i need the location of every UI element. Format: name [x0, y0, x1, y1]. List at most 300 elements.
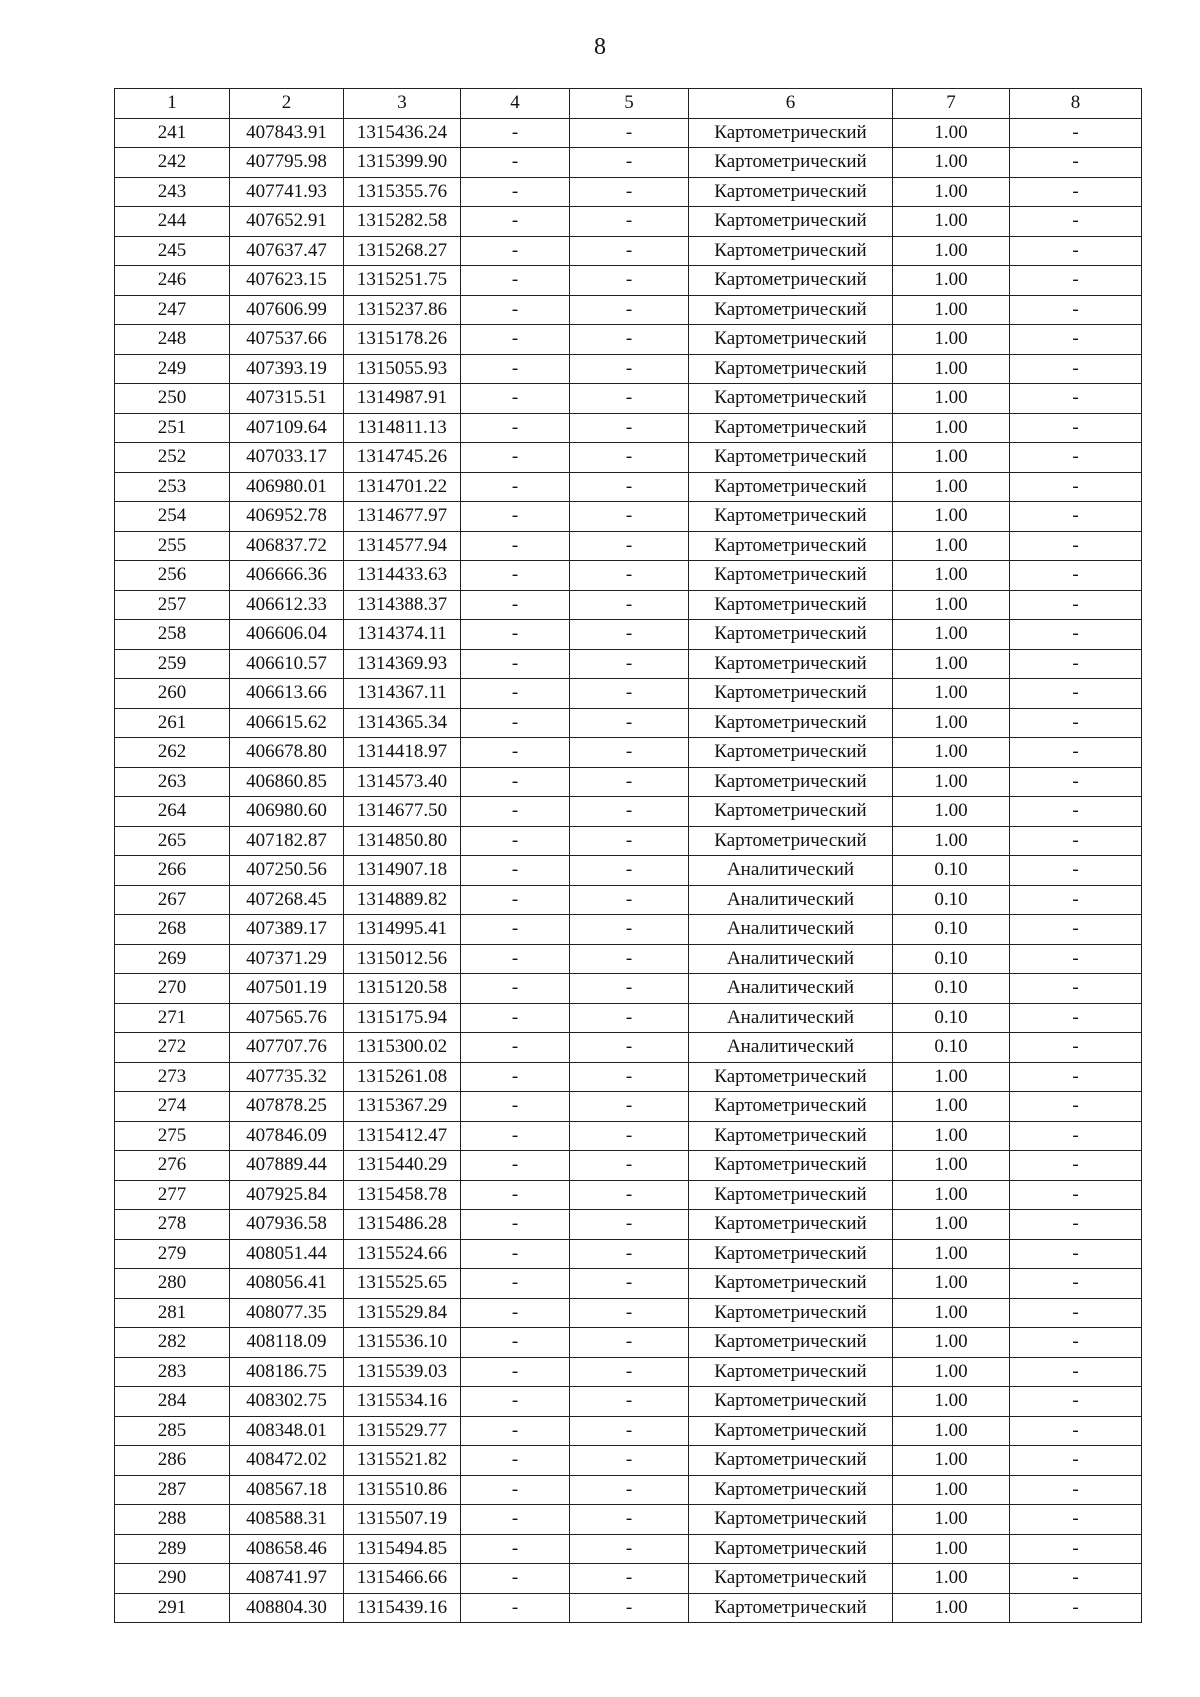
y-coordinate-cell: 1315529.77: [344, 1416, 461, 1446]
column-header: 6: [689, 89, 893, 119]
method-cell: Картометрический: [689, 1564, 893, 1594]
col5-cell: -: [570, 531, 689, 561]
accuracy-cell: 0.10: [893, 915, 1010, 945]
y-coordinate-cell: 1314374.11: [344, 620, 461, 650]
x-coordinate-cell: 407623.15: [230, 266, 344, 296]
col4-cell: -: [461, 354, 570, 384]
x-coordinate-cell: 408056.41: [230, 1269, 344, 1299]
method-cell: Картометрический: [689, 620, 893, 650]
col4-cell: -: [461, 708, 570, 738]
point-number-cell: 250: [115, 384, 230, 414]
y-coordinate-cell: 1315534.16: [344, 1387, 461, 1417]
col8-cell: -: [1010, 944, 1142, 974]
col5-cell: -: [570, 1239, 689, 1269]
col4-cell: -: [461, 118, 570, 148]
point-number-cell: 255: [115, 531, 230, 561]
col4-cell: -: [461, 1180, 570, 1210]
method-cell: Картометрический: [689, 1534, 893, 1564]
y-coordinate-cell: 1314745.26: [344, 443, 461, 473]
point-number-cell: 269: [115, 944, 230, 974]
table-row: [115, 561, 1142, 591]
col4-cell: -: [461, 649, 570, 679]
col4-cell: -: [461, 1239, 570, 1269]
col5-cell: -: [570, 708, 689, 738]
accuracy-cell: 0.10: [893, 1033, 1010, 1063]
method-cell: Картометрический: [689, 1475, 893, 1505]
point-number-cell: 242: [115, 148, 230, 178]
table-row: [115, 531, 1142, 561]
point-number-cell: 278: [115, 1210, 230, 1240]
col5-cell: -: [570, 738, 689, 768]
accuracy-cell: 1.00: [893, 325, 1010, 355]
x-coordinate-cell: 407843.91: [230, 118, 344, 148]
accuracy-cell: 1.00: [893, 148, 1010, 178]
col5-cell: -: [570, 236, 689, 266]
col5-cell: -: [570, 1416, 689, 1446]
col5-cell: -: [570, 1298, 689, 1328]
point-number-cell: 289: [115, 1534, 230, 1564]
method-cell: Картометрический: [689, 1092, 893, 1122]
y-coordinate-cell: 1314367.11: [344, 679, 461, 709]
x-coordinate-cell: 407889.44: [230, 1151, 344, 1181]
x-coordinate-cell: 407501.19: [230, 974, 344, 1004]
col5-cell: -: [570, 502, 689, 532]
y-coordinate-cell: 1315507.19: [344, 1505, 461, 1535]
table-row: [115, 443, 1142, 473]
point-number-cell: 245: [115, 236, 230, 266]
method-cell: Картометрический: [689, 797, 893, 827]
col5-cell: -: [570, 207, 689, 237]
col8-cell: -: [1010, 1593, 1142, 1623]
method-cell: Картометрический: [689, 118, 893, 148]
table-body: [115, 118, 1142, 1623]
col4-cell: -: [461, 1357, 570, 1387]
accuracy-cell: 1.00: [893, 384, 1010, 414]
y-coordinate-cell: 1315261.08: [344, 1062, 461, 1092]
accuracy-cell: 1.00: [893, 118, 1010, 148]
col4-cell: -: [461, 1298, 570, 1328]
y-coordinate-cell: 1315510.86: [344, 1475, 461, 1505]
y-coordinate-cell: 1315012.56: [344, 944, 461, 974]
table-row: [115, 295, 1142, 325]
y-coordinate-cell: 1314811.13: [344, 413, 461, 443]
table-row: [115, 266, 1142, 296]
col8-cell: -: [1010, 708, 1142, 738]
point-number-cell: 243: [115, 177, 230, 207]
table-row: [115, 738, 1142, 768]
point-number-cell: 283: [115, 1357, 230, 1387]
y-coordinate-cell: 1314577.94: [344, 531, 461, 561]
accuracy-cell: 1.00: [893, 738, 1010, 768]
table-row: [115, 1239, 1142, 1269]
accuracy-cell: 1.00: [893, 649, 1010, 679]
accuracy-cell: 1.00: [893, 354, 1010, 384]
point-number-cell: 260: [115, 679, 230, 709]
accuracy-cell: 1.00: [893, 1062, 1010, 1092]
x-coordinate-cell: 406615.62: [230, 708, 344, 738]
x-coordinate-cell: 407795.98: [230, 148, 344, 178]
point-number-cell: 266: [115, 856, 230, 886]
point-number-cell: 261: [115, 708, 230, 738]
col8-cell: -: [1010, 590, 1142, 620]
point-number-cell: 253: [115, 472, 230, 502]
method-cell: Аналитический: [689, 944, 893, 974]
col5-cell: -: [570, 826, 689, 856]
col8-cell: -: [1010, 266, 1142, 296]
method-cell: Картометрический: [689, 708, 893, 738]
accuracy-cell: 0.10: [893, 1003, 1010, 1033]
point-number-cell: 290: [115, 1564, 230, 1594]
accuracy-cell: 1.00: [893, 797, 1010, 827]
y-coordinate-cell: 1315458.78: [344, 1180, 461, 1210]
x-coordinate-cell: 407371.29: [230, 944, 344, 974]
table-row: [115, 915, 1142, 945]
y-coordinate-cell: 1315494.85: [344, 1534, 461, 1564]
col4-cell: -: [461, 1505, 570, 1535]
col4-cell: -: [461, 797, 570, 827]
y-coordinate-cell: 1315251.75: [344, 266, 461, 296]
col4-cell: -: [461, 590, 570, 620]
col4-cell: -: [461, 207, 570, 237]
point-number-cell: 252: [115, 443, 230, 473]
method-cell: Картометрический: [689, 826, 893, 856]
col5-cell: -: [570, 118, 689, 148]
y-coordinate-cell: 1315536.10: [344, 1328, 461, 1358]
method-cell: Картометрический: [689, 1210, 893, 1240]
col5-cell: -: [570, 1505, 689, 1535]
method-cell: Картометрический: [689, 1269, 893, 1299]
col4-cell: -: [461, 502, 570, 532]
point-number-cell: 284: [115, 1387, 230, 1417]
y-coordinate-cell: 1314701.22: [344, 472, 461, 502]
col4-cell: -: [461, 1269, 570, 1299]
accuracy-cell: 1.00: [893, 295, 1010, 325]
col4-cell: -: [461, 236, 570, 266]
accuracy-cell: 1.00: [893, 413, 1010, 443]
y-coordinate-cell: 1315300.02: [344, 1033, 461, 1063]
col5-cell: -: [570, 1121, 689, 1151]
point-number-cell: 263: [115, 767, 230, 797]
col8-cell: -: [1010, 207, 1142, 237]
table-row: [115, 708, 1142, 738]
x-coordinate-cell: 407936.58: [230, 1210, 344, 1240]
col5-cell: -: [570, 590, 689, 620]
col4-cell: -: [461, 915, 570, 945]
accuracy-cell: 1.00: [893, 561, 1010, 591]
col8-cell: -: [1010, 826, 1142, 856]
header-row: [115, 89, 1142, 119]
col8-cell: -: [1010, 148, 1142, 178]
accuracy-cell: 1.00: [893, 1239, 1010, 1269]
accuracy-cell: 1.00: [893, 1151, 1010, 1181]
col5-cell: -: [570, 148, 689, 178]
col5-cell: -: [570, 443, 689, 473]
y-coordinate-cell: 1315486.28: [344, 1210, 461, 1240]
col8-cell: -: [1010, 1505, 1142, 1535]
col4-cell: -: [461, 1092, 570, 1122]
table-row: [115, 413, 1142, 443]
col4-cell: -: [461, 325, 570, 355]
method-cell: Аналитический: [689, 1003, 893, 1033]
method-cell: Картометрический: [689, 649, 893, 679]
table-row: [115, 679, 1142, 709]
col8-cell: -: [1010, 1003, 1142, 1033]
point-number-cell: 262: [115, 738, 230, 768]
method-cell: Картометрический: [689, 1328, 893, 1358]
y-coordinate-cell: 1314907.18: [344, 856, 461, 886]
col4-cell: -: [461, 767, 570, 797]
col5-cell: -: [570, 797, 689, 827]
x-coordinate-cell: 408804.30: [230, 1593, 344, 1623]
y-coordinate-cell: 1315436.24: [344, 118, 461, 148]
col8-cell: -: [1010, 1121, 1142, 1151]
col8-cell: -: [1010, 531, 1142, 561]
col4-cell: -: [461, 944, 570, 974]
col5-cell: -: [570, 649, 689, 679]
method-cell: Картометрический: [689, 354, 893, 384]
x-coordinate-cell: 408186.75: [230, 1357, 344, 1387]
method-cell: Картометрический: [689, 207, 893, 237]
table-row: [115, 1446, 1142, 1476]
table-row: [115, 1033, 1142, 1063]
method-cell: Аналитический: [689, 974, 893, 1004]
y-coordinate-cell: 1314889.82: [344, 885, 461, 915]
point-number-cell: 275: [115, 1121, 230, 1151]
point-number-cell: 264: [115, 797, 230, 827]
col8-cell: -: [1010, 413, 1142, 443]
table-row: [115, 1564, 1142, 1594]
y-coordinate-cell: 1314388.37: [344, 590, 461, 620]
col5-cell: -: [570, 620, 689, 650]
col5-cell: -: [570, 1446, 689, 1476]
x-coordinate-cell: 406980.60: [230, 797, 344, 827]
col8-cell: -: [1010, 443, 1142, 473]
table-row: [115, 885, 1142, 915]
col5-cell: -: [570, 885, 689, 915]
table-row: [115, 1387, 1142, 1417]
y-coordinate-cell: 1315439.16: [344, 1593, 461, 1623]
col8-cell: -: [1010, 1564, 1142, 1594]
col8-cell: -: [1010, 354, 1142, 384]
method-cell: Аналитический: [689, 885, 893, 915]
col8-cell: -: [1010, 1328, 1142, 1358]
col4-cell: -: [461, 443, 570, 473]
col4-cell: -: [461, 738, 570, 768]
method-cell: Картометрический: [689, 325, 893, 355]
y-coordinate-cell: 1314995.41: [344, 915, 461, 945]
table-row: [115, 1475, 1142, 1505]
point-number-cell: 244: [115, 207, 230, 237]
table-row: [115, 236, 1142, 266]
col5-cell: -: [570, 1210, 689, 1240]
col5-cell: -: [570, 384, 689, 414]
method-cell: Картометрический: [689, 531, 893, 561]
y-coordinate-cell: 1315120.58: [344, 974, 461, 1004]
col4-cell: -: [461, 295, 570, 325]
x-coordinate-cell: 408741.97: [230, 1564, 344, 1594]
accuracy-cell: 1.00: [893, 531, 1010, 561]
y-coordinate-cell: 1314677.97: [344, 502, 461, 532]
method-cell: Картометрический: [689, 384, 893, 414]
y-coordinate-cell: 1315529.84: [344, 1298, 461, 1328]
col5-cell: -: [570, 974, 689, 1004]
col8-cell: -: [1010, 1062, 1142, 1092]
accuracy-cell: 1.00: [893, 266, 1010, 296]
method-cell: Картометрический: [689, 266, 893, 296]
y-coordinate-cell: 1314573.40: [344, 767, 461, 797]
y-coordinate-cell: 1314433.63: [344, 561, 461, 591]
col4-cell: -: [461, 885, 570, 915]
col8-cell: -: [1010, 797, 1142, 827]
x-coordinate-cell: 408567.18: [230, 1475, 344, 1505]
col5-cell: -: [570, 679, 689, 709]
point-number-cell: 251: [115, 413, 230, 443]
table-row: [115, 797, 1142, 827]
x-coordinate-cell: 406610.57: [230, 649, 344, 679]
x-coordinate-cell: 408658.46: [230, 1534, 344, 1564]
method-cell: Картометрический: [689, 590, 893, 620]
table-row: [115, 1062, 1142, 1092]
x-coordinate-cell: 407707.76: [230, 1033, 344, 1063]
point-number-cell: 270: [115, 974, 230, 1004]
y-coordinate-cell: 1315055.93: [344, 354, 461, 384]
y-coordinate-cell: 1315525.65: [344, 1269, 461, 1299]
x-coordinate-cell: 407033.17: [230, 443, 344, 473]
col4-cell: -: [461, 1003, 570, 1033]
table-row: [115, 856, 1142, 886]
point-number-cell: 274: [115, 1092, 230, 1122]
y-coordinate-cell: 1315524.66: [344, 1239, 461, 1269]
accuracy-cell: 0.10: [893, 885, 1010, 915]
col8-cell: -: [1010, 295, 1142, 325]
method-cell: Картометрический: [689, 236, 893, 266]
method-cell: Картометрический: [689, 1593, 893, 1623]
y-coordinate-cell: 1315399.90: [344, 148, 461, 178]
y-coordinate-cell: 1315412.47: [344, 1121, 461, 1151]
point-number-cell: 248: [115, 325, 230, 355]
coordinates-table: [114, 88, 1142, 1623]
x-coordinate-cell: 408472.02: [230, 1446, 344, 1476]
x-coordinate-cell: 406612.33: [230, 590, 344, 620]
x-coordinate-cell: 407735.32: [230, 1062, 344, 1092]
col4-cell: -: [461, 856, 570, 886]
col4-cell: -: [461, 826, 570, 856]
x-coordinate-cell: 408588.31: [230, 1505, 344, 1535]
accuracy-cell: 1.00: [893, 1564, 1010, 1594]
point-number-cell: 272: [115, 1033, 230, 1063]
col8-cell: -: [1010, 1269, 1142, 1299]
accuracy-cell: 1.00: [893, 767, 1010, 797]
method-cell: Картометрический: [689, 738, 893, 768]
y-coordinate-cell: 1315539.03: [344, 1357, 461, 1387]
col5-cell: -: [570, 1357, 689, 1387]
x-coordinate-cell: 408118.09: [230, 1328, 344, 1358]
accuracy-cell: 1.00: [893, 1328, 1010, 1358]
x-coordinate-cell: 408348.01: [230, 1416, 344, 1446]
table-row: [115, 974, 1142, 1004]
x-coordinate-cell: 407389.17: [230, 915, 344, 945]
page-number: 8: [594, 34, 606, 60]
point-number-cell: 265: [115, 826, 230, 856]
point-number-cell: 246: [115, 266, 230, 296]
x-coordinate-cell: 407878.25: [230, 1092, 344, 1122]
point-number-cell: 285: [115, 1416, 230, 1446]
accuracy-cell: 1.00: [893, 620, 1010, 650]
col5-cell: -: [570, 1534, 689, 1564]
accuracy-cell: 1.00: [893, 1121, 1010, 1151]
col4-cell: -: [461, 561, 570, 591]
col4-cell: -: [461, 1033, 570, 1063]
col5-cell: -: [570, 767, 689, 797]
table-row: [115, 1416, 1142, 1446]
col8-cell: -: [1010, 856, 1142, 886]
method-cell: Картометрический: [689, 472, 893, 502]
col8-cell: -: [1010, 1033, 1142, 1063]
x-coordinate-cell: 406613.66: [230, 679, 344, 709]
column-header: 4: [461, 89, 570, 119]
col4-cell: -: [461, 1416, 570, 1446]
table-row: [115, 1593, 1142, 1623]
method-cell: Картометрический: [689, 148, 893, 178]
accuracy-cell: 1.00: [893, 1534, 1010, 1564]
accuracy-cell: 1.00: [893, 1298, 1010, 1328]
accuracy-cell: 1.00: [893, 1092, 1010, 1122]
accuracy-cell: 0.10: [893, 974, 1010, 1004]
table-row: [115, 1269, 1142, 1299]
col8-cell: -: [1010, 1416, 1142, 1446]
accuracy-cell: 0.10: [893, 944, 1010, 974]
table-row: [115, 649, 1142, 679]
table-row: [115, 325, 1142, 355]
col5-cell: -: [570, 1387, 689, 1417]
point-number-cell: 280: [115, 1269, 230, 1299]
table-row: [115, 207, 1142, 237]
x-coordinate-cell: 406678.80: [230, 738, 344, 768]
col4-cell: -: [461, 1534, 570, 1564]
x-coordinate-cell: 407182.87: [230, 826, 344, 856]
col4-cell: -: [461, 472, 570, 502]
col5-cell: -: [570, 1151, 689, 1181]
method-cell: Аналитический: [689, 1033, 893, 1063]
point-number-cell: 258: [115, 620, 230, 650]
table-row: [115, 1328, 1142, 1358]
point-number-cell: 254: [115, 502, 230, 532]
col8-cell: -: [1010, 1298, 1142, 1328]
table-row: [115, 1180, 1142, 1210]
accuracy-cell: 0.10: [893, 856, 1010, 886]
x-coordinate-cell: 407315.51: [230, 384, 344, 414]
y-coordinate-cell: 1315367.29: [344, 1092, 461, 1122]
col4-cell: -: [461, 1475, 570, 1505]
col4-cell: -: [461, 974, 570, 1004]
x-coordinate-cell: 407606.99: [230, 295, 344, 325]
x-coordinate-cell: 406606.04: [230, 620, 344, 650]
col8-cell: -: [1010, 472, 1142, 502]
y-coordinate-cell: 1314850.80: [344, 826, 461, 856]
method-cell: Картометрический: [689, 1180, 893, 1210]
col5-cell: -: [570, 1033, 689, 1063]
point-number-cell: 268: [115, 915, 230, 945]
method-cell: Картометрический: [689, 413, 893, 443]
col5-cell: -: [570, 295, 689, 325]
y-coordinate-cell: 1314418.97: [344, 738, 461, 768]
col4-cell: -: [461, 620, 570, 650]
table-row: [115, 472, 1142, 502]
col4-cell: -: [461, 1062, 570, 1092]
col5-cell: -: [570, 915, 689, 945]
point-number-cell: 241: [115, 118, 230, 148]
x-coordinate-cell: 407565.76: [230, 1003, 344, 1033]
